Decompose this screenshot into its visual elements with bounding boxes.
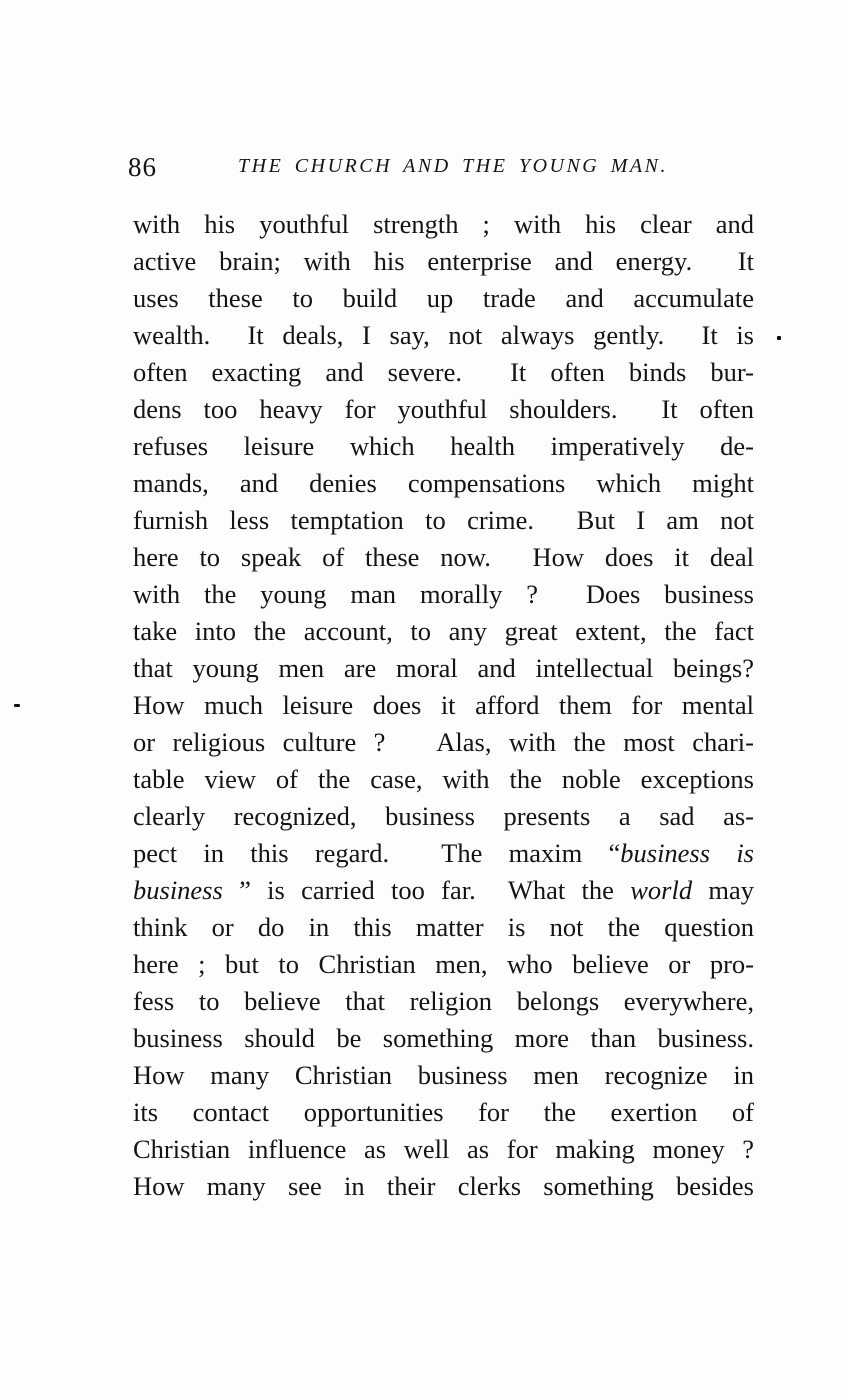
text-line: fess to believe that religion belongs everywhere, — [133, 986, 754, 1016]
text-line: with his youthful strength ; with his clear and — [133, 209, 754, 239]
text-line: its contact opportunities for the exertion of — [133, 1097, 754, 1127]
text-line: clearly recognized, business presents a sad as- — [133, 801, 754, 831]
text-line: Christian influence as well as for making money ? — [133, 1134, 754, 1164]
text-line: business should be something more than business. — [133, 1023, 754, 1053]
text-line: business ” is carried too far. What the world may — [133, 875, 754, 905]
text-line: wealth. It deals, I say, not always gently. It is — [133, 320, 754, 350]
running-header-title: THE CHURCH AND THE YOUNG MAN. — [238, 155, 668, 177]
text-line: here ; but to Christian men, who believe or pro- — [133, 949, 754, 979]
text-line: How many Christian business men recognize in — [133, 1060, 754, 1090]
text-line: refuses leisure which health imperatively de- — [133, 431, 754, 461]
text-line: think or do in this matter is not the question — [133, 912, 754, 942]
text-line: that young men are moral and intellectual beings? — [133, 653, 754, 683]
ink-speck-right — [777, 336, 781, 340]
running-header — [120, 150, 756, 184]
text-line: furnish less temptation to crime. But I am not — [133, 505, 754, 535]
text-line: active brain; with his enterprise and energy. It — [133, 246, 754, 276]
text-line: pect in this regard. The maxim “business is — [133, 838, 754, 868]
text-line: with the young man morally ? Does business — [133, 579, 754, 609]
ink-speck-left — [14, 704, 20, 707]
text-line: mands, and denies compensations which might — [133, 468, 754, 498]
text-line: How many see in their clerks something besides — [133, 1171, 754, 1201]
text-line: take into the account, to any great extent, the fact — [133, 616, 754, 646]
text-line: often exacting and severe. It often binds bur- — [133, 357, 754, 387]
page-number: 86 — [128, 152, 157, 182]
text-line: How much leisure does it afford them for mental — [133, 690, 754, 720]
text-line: table view of the case, with the noble exceptions — [133, 764, 754, 794]
text-line: here to speak of these now. How does it deal — [133, 542, 754, 572]
text-line: dens too heavy for youthful shoulders. It often — [133, 394, 754, 424]
text-line: or religious culture ? Alas, with the most chari- — [133, 727, 754, 757]
body-text — [133, 206, 754, 1205]
text-line: uses these to build up trade and accumulate — [133, 283, 754, 313]
